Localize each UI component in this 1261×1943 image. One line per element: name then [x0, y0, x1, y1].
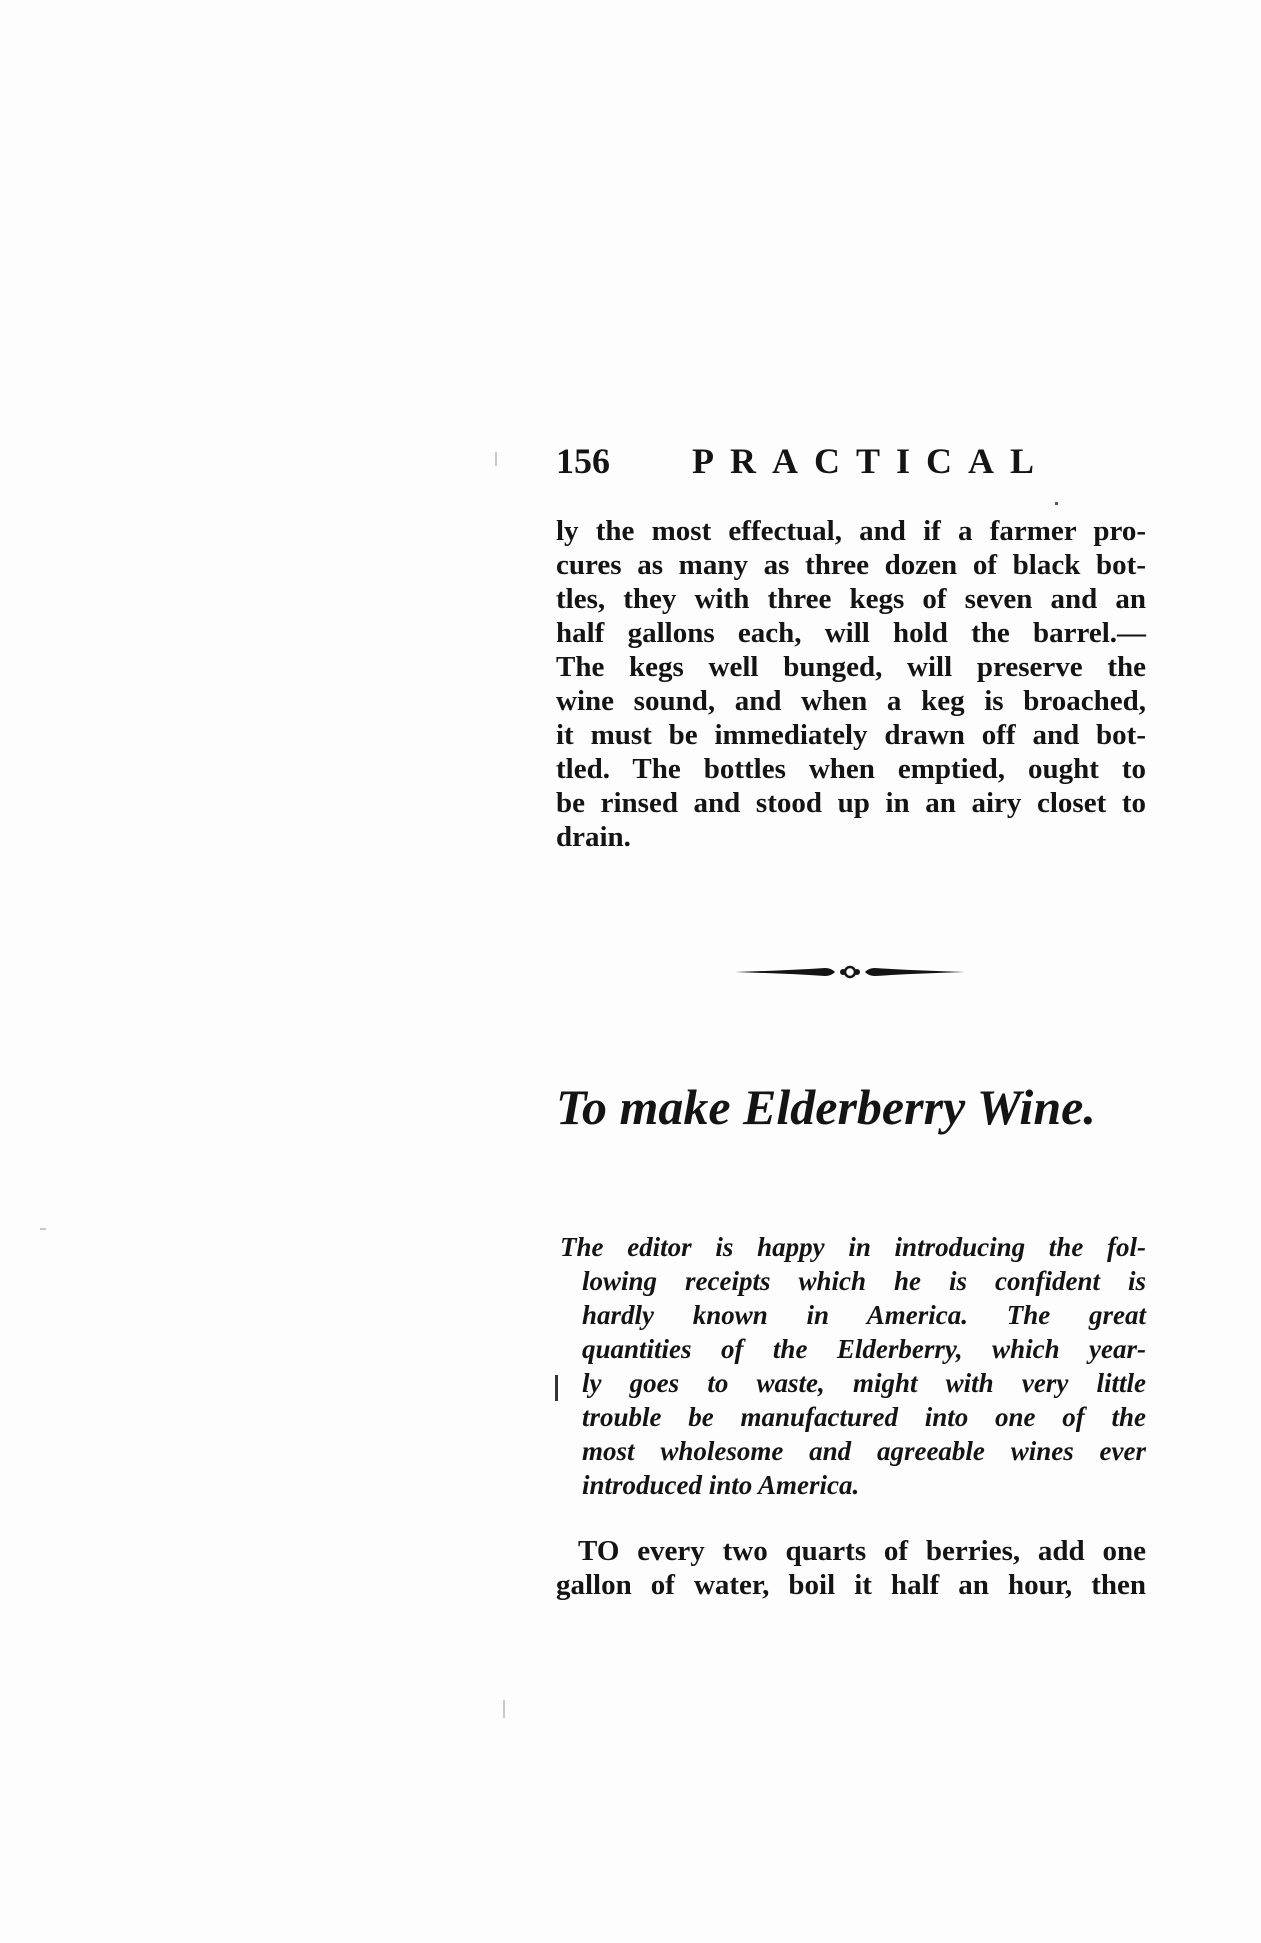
section-title: To make Elderberry Wine. — [556, 1079, 1096, 1135]
text-line: gallon of water, boil it half an hour, then — [556, 1569, 1146, 1601]
text-line: quantities of the Elderberry, which year- — [582, 1334, 1146, 1364]
page-header — [556, 440, 1156, 490]
text-line: introduced into America. — [582, 1470, 860, 1500]
text-line: be rinsed and stood up in an airy closet to — [556, 787, 1146, 819]
editor-note — [560, 1230, 1146, 1502]
text-line: cures as many as three dozen of black bot- — [556, 549, 1146, 581]
text-line: drain. — [556, 821, 631, 853]
page-number: 156 — [556, 441, 610, 481]
text-line: The editor is happy in introducing the fol- — [560, 1232, 1146, 1262]
text-line: TO every two quarts of berries, add one — [578, 1535, 1146, 1567]
scan-speck — [495, 452, 497, 466]
text-line: ly the most effectual, and if a farmer pro- — [556, 515, 1146, 547]
scan-speck — [503, 1700, 505, 1718]
text-line: most wholesome and agreeable wines ever — [582, 1436, 1146, 1466]
text-line: trouble be manufactured into one of the — [582, 1402, 1146, 1432]
text-line: hardly known in America. The great — [582, 1300, 1146, 1330]
scan-speck — [1055, 502, 1058, 505]
text-line: The kegs well bunged, will preserve the — [556, 651, 1146, 683]
running-head: PRACTICAL — [692, 441, 1051, 481]
scan-speck — [40, 1228, 46, 1230]
text-line: it must be immediately drawn off and bot- — [556, 719, 1146, 751]
text-line: wine sound, and when a keg is broached, — [556, 685, 1146, 717]
text-line: lowing receipts which he is confident is — [582, 1266, 1146, 1296]
text-line: ly goes to waste, might with very little — [582, 1368, 1146, 1398]
text-line: tles, they with three kegs of seven and an — [556, 583, 1146, 615]
paragraph-bottling — [556, 514, 1146, 854]
paragraph-recipe — [556, 1534, 1146, 1602]
scan-speck — [555, 1375, 558, 1401]
ornament-divider — [735, 960, 965, 984]
text-line: tled. The bottles when emptied, ought to — [556, 753, 1146, 785]
text-line: half gallons each, will hold the barrel.— — [556, 617, 1146, 649]
